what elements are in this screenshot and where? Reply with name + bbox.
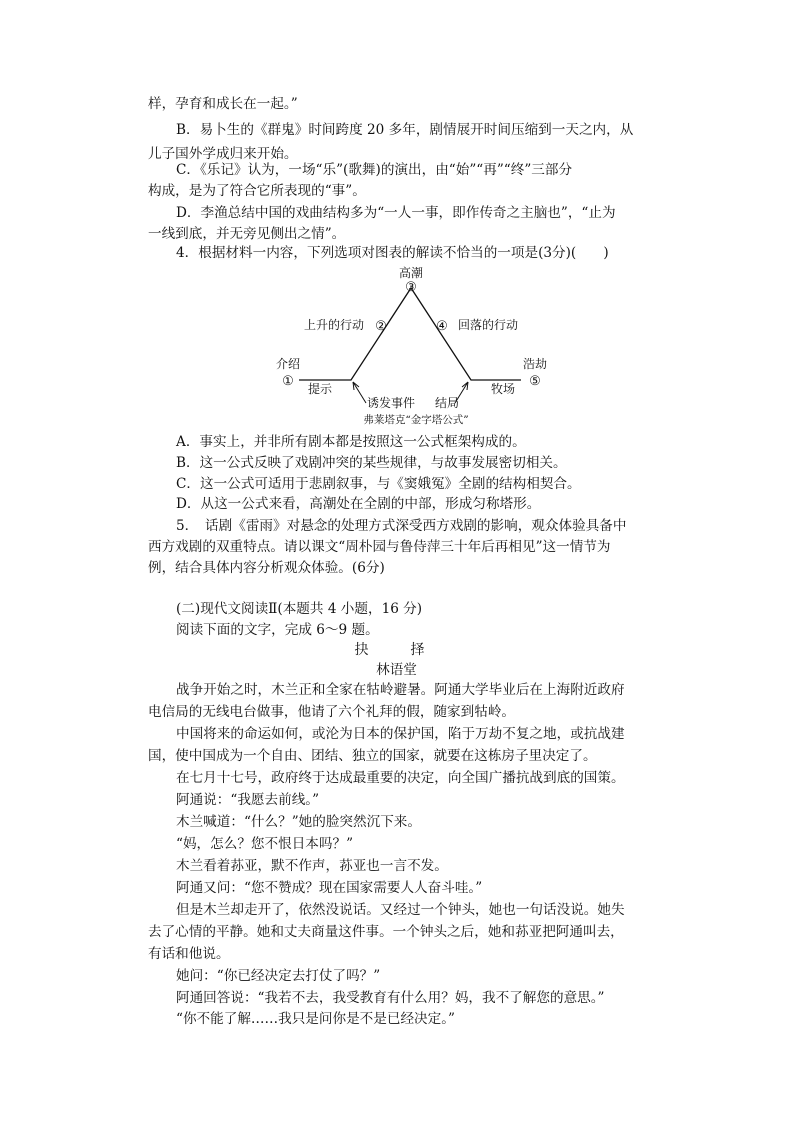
q4-stem: 4．根据材料一内容，下列选项对图表的解读不恰当的一项是(3分)( ) bbox=[176, 245, 609, 261]
reading-instruction: 阅读下面的文字，完成 6～9 题。 bbox=[176, 622, 379, 638]
rise-label: 上升的行动 bbox=[303, 318, 365, 332]
q4-option-c: C．这一公式可适用于悲剧叙事，与《窦娥冤》全剧的结构相契合。 bbox=[176, 476, 581, 492]
passage-p2-line1: 中国将来的命运如何，或沦为日本的保护国，陷于万劫不复之地，或抗战建 bbox=[176, 726, 625, 742]
end-number: ⑤ bbox=[529, 374, 541, 389]
q3-option-a-end: 样，孕育和成长在一起。” bbox=[148, 96, 298, 112]
section-heading: (二)现代文阅读Ⅱ(本题共 4 小题，16 分) bbox=[176, 601, 423, 617]
passage-p4: 阿通说：“我愿去前线。” bbox=[176, 792, 320, 808]
passage-p9-line2: 去了心情的平静。她和丈夫商量这件事。一个钟头之后，她和荪亚把阿通叫去， bbox=[148, 924, 624, 940]
fall-number: ④ bbox=[436, 319, 448, 334]
passage-p5: 木兰喊道：“什么？”她的脸突然沉下来。 bbox=[176, 814, 421, 830]
peak-number: ③ bbox=[405, 280, 417, 295]
passage-p9-line1: 但是木兰却走开了，依然没说话。又经过一个钟头，她也一句话没说。她失 bbox=[176, 902, 625, 918]
q4-option-b: B．这一公式反映了戏剧冲突的某些规律，与故事发展密切相关。 bbox=[176, 455, 567, 471]
q5-line2: 西方戏剧的双重特点。请以课文“周朴园与鲁侍萍三十年后再相见”这一情节为 bbox=[148, 539, 611, 555]
q3-option-b-line1: B．易卜生的《群鬼》时间跨度 20 多年，剧情展开时间压缩到一天之内，从 bbox=[176, 122, 634, 138]
curtain-label: 牧场 bbox=[490, 382, 516, 396]
q5-line3: 例，结合具体内容分析观众体验。(6分) bbox=[148, 560, 385, 576]
passage-p6: “妈，怎么？您不恨日本吗？” bbox=[176, 836, 354, 852]
trigger-arrow bbox=[353, 382, 366, 403]
passage-p3: 在七月十七号，政府终于达成最重要的决定，向全国广播抗战到底的国策。 bbox=[176, 770, 625, 786]
fall-label: 回落的行动 bbox=[457, 318, 519, 332]
rise-number: ② bbox=[375, 319, 387, 334]
result-label: 结局 bbox=[434, 396, 460, 410]
diagram-caption: 弗莱塔克“金字塔公式” bbox=[363, 414, 469, 426]
intro-number: ① bbox=[282, 374, 294, 389]
passage-p10: 她问：“你已经决定去打仗了吗？” bbox=[176, 968, 381, 984]
passage-p9-line3: 有话和他说。 bbox=[148, 946, 230, 962]
trigger-label: 诱发事件 bbox=[366, 396, 416, 410]
q4-option-a: A．事实上，并非所有剧本都是按照这一公式框架构成的。 bbox=[176, 434, 526, 450]
q3-option-d-line1: D．李渔总结中国的戏曲结构多为“一人一事，即作传奇之主脑也”，“止为 bbox=[176, 205, 616, 221]
q3-option-b-line2: 儿子国外学成归来开始。 bbox=[148, 146, 298, 162]
q3-option-c-line2: 构成，是为了符合它所表现的“事”。 bbox=[148, 183, 366, 199]
passage-p1-line1: 战争开始之时，木兰正和全家在牯岭避暑。阿通大学毕业后在上海附近政府 bbox=[176, 682, 625, 698]
passage-p12: “你不能了解……我只是问你是不是已经决定。” bbox=[176, 1011, 455, 1027]
peak-label: 高潮 bbox=[398, 266, 424, 280]
q4-option-d: D．从这一公式来看，高潮处在全剧的中部，形成匀称塔形。 bbox=[176, 496, 541, 512]
passage-author: 林语堂 bbox=[376, 662, 417, 678]
q3-option-c-line1: C．《乐记》认为，一场“乐”(歌舞)的演出，由“始”“再”“终”三部分 bbox=[176, 162, 573, 178]
passage-title: 抉 择 bbox=[354, 642, 439, 658]
passage-p2-line2: 国，使中国成为一个自由、团结、独立的国家，就要在这栋房子里决定了。 bbox=[148, 748, 597, 764]
passage-p8: 阿通又问：“您不赞成？现在国家需要人人奋斗哇。” bbox=[176, 880, 483, 896]
intro-label: 介绍 bbox=[275, 357, 301, 371]
pyramid-outline bbox=[299, 288, 521, 380]
passage-p11: 阿通回答说：“我若不去，我受教育有什么用？妈，我不了解您的意思。” bbox=[176, 990, 605, 1006]
passage-p7: 木兰看着荪亚，默不作声，荪亚也一言不发。 bbox=[176, 858, 448, 874]
q5-line1: 5． 话剧《雷雨》对悬念的处理方式深受西方戏剧的影响，观众体验具备中 bbox=[176, 518, 627, 534]
pyramid-diagram bbox=[0, 262, 793, 432]
q3-option-d-line2: 一线到底，并无旁见侧出之情”。 bbox=[148, 226, 346, 242]
hint-label: 提示 bbox=[307, 382, 333, 396]
passage-p1-line2: 电信局的无线电台做事，他请了六个礼拜的假，随家到牯岭。 bbox=[148, 704, 516, 720]
end-label: 浩劫 bbox=[522, 357, 548, 371]
